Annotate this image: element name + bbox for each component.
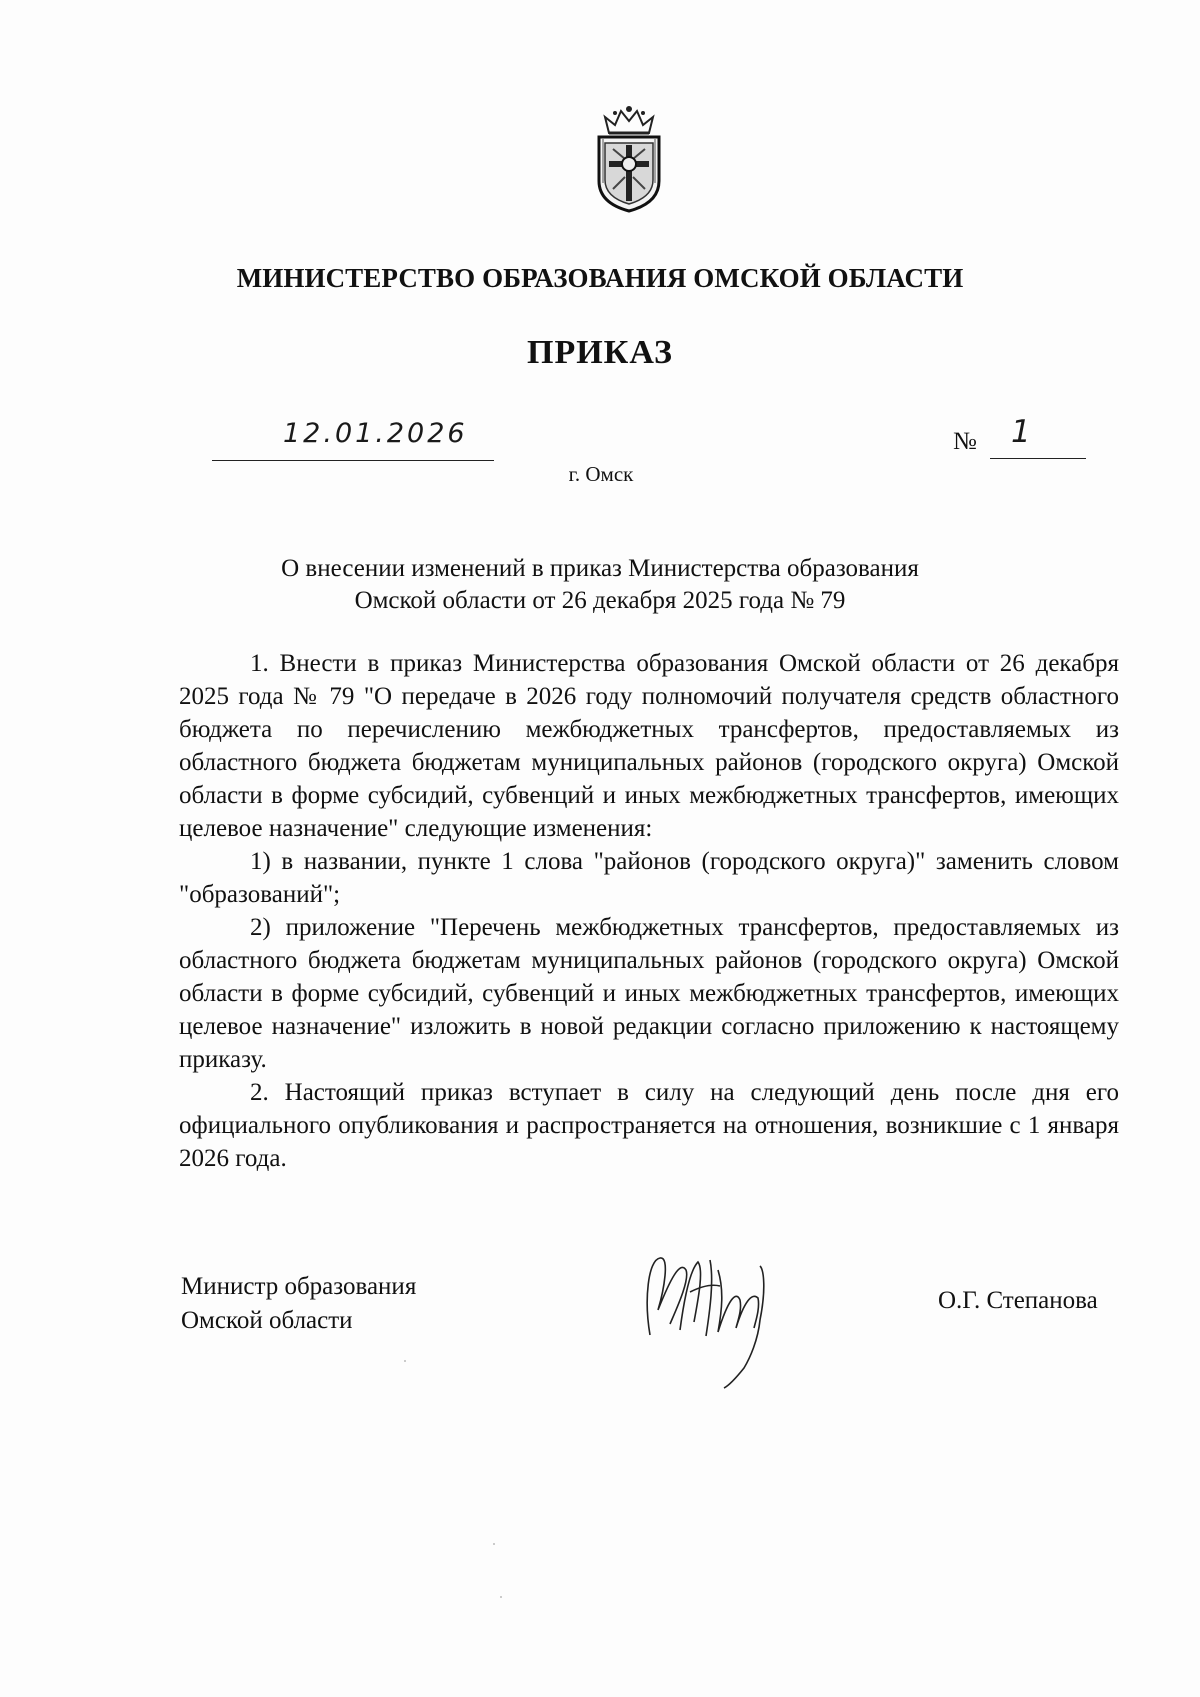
paragraph-1-item-1: 1) в названии, пункте 1 слова "районов (городского округа)" заменить словом "образований"; xyxy=(179,848,1119,908)
position-line-1: Министр образования xyxy=(181,1273,417,1300)
order-number: 1 xyxy=(1011,414,1031,450)
number-label: № xyxy=(953,428,977,455)
signatory-position xyxy=(181,1270,416,1338)
subject-line-1: О внесении изменений в приказ Министерства образования xyxy=(281,555,919,582)
signatory-name: О.Г. Степанова xyxy=(938,1287,1098,1314)
scan-speck xyxy=(500,1596,502,1598)
order-subject xyxy=(0,553,1200,617)
document-type-title: ПРИКАЗ xyxy=(527,334,673,371)
paragraph-2: 2. Настоящий приказ вступает в силу на следующий день после дня его официального опубликования и распространяется на отношения, возникшие с 1 января 2026 года. xyxy=(179,1079,1119,1172)
signature-icon xyxy=(640,1240,810,1390)
position-line-2: Омской области xyxy=(181,1307,353,1334)
number-underline xyxy=(990,458,1086,459)
order-date: 12.01.2026 xyxy=(283,418,468,449)
date-underline xyxy=(212,460,494,461)
order-body xyxy=(179,647,1119,1175)
city: г. Омск xyxy=(568,462,634,486)
scan-speck xyxy=(493,1543,495,1545)
scan-speck xyxy=(404,1360,406,1362)
paragraph-1-item-2: 2) приложение "Перечень межбюджетных трансфертов, предоставляемых из областного бюджета бюджетам муниципальных районов (городского округа) Омской области в форме субсидий, субвенций и иных межбюджетных трансфертов, имеющих целевое назначение" изложить в новой редакции согласно приложению к настоящему приказу. xyxy=(179,914,1119,1073)
subject-line-2: Омской области от 26 декабря 2025 года № 79 xyxy=(354,587,846,614)
paragraph-1: 1. Внести в приказ Министерства образования Омской области от 26 декабря 2025 года № 79 "О передаче в 2026 году полномочий получателя средств областного бюджета по перечислению межбюджетных трансфертов, предоставляемых из областного бюджета бюджетам муниципальных районов (городского округа) Омской области в форме субсидий, субвенций и иных межбюджетных трансфертов, имеющих целевое назначение" следующие изменения: xyxy=(179,650,1119,842)
coat-of-arms-icon xyxy=(591,103,667,213)
ministry-title: МИНИСТЕРСТВО ОБРАЗОВАНИЯ ОМСКОЙ ОБЛАСТИ xyxy=(236,263,964,293)
